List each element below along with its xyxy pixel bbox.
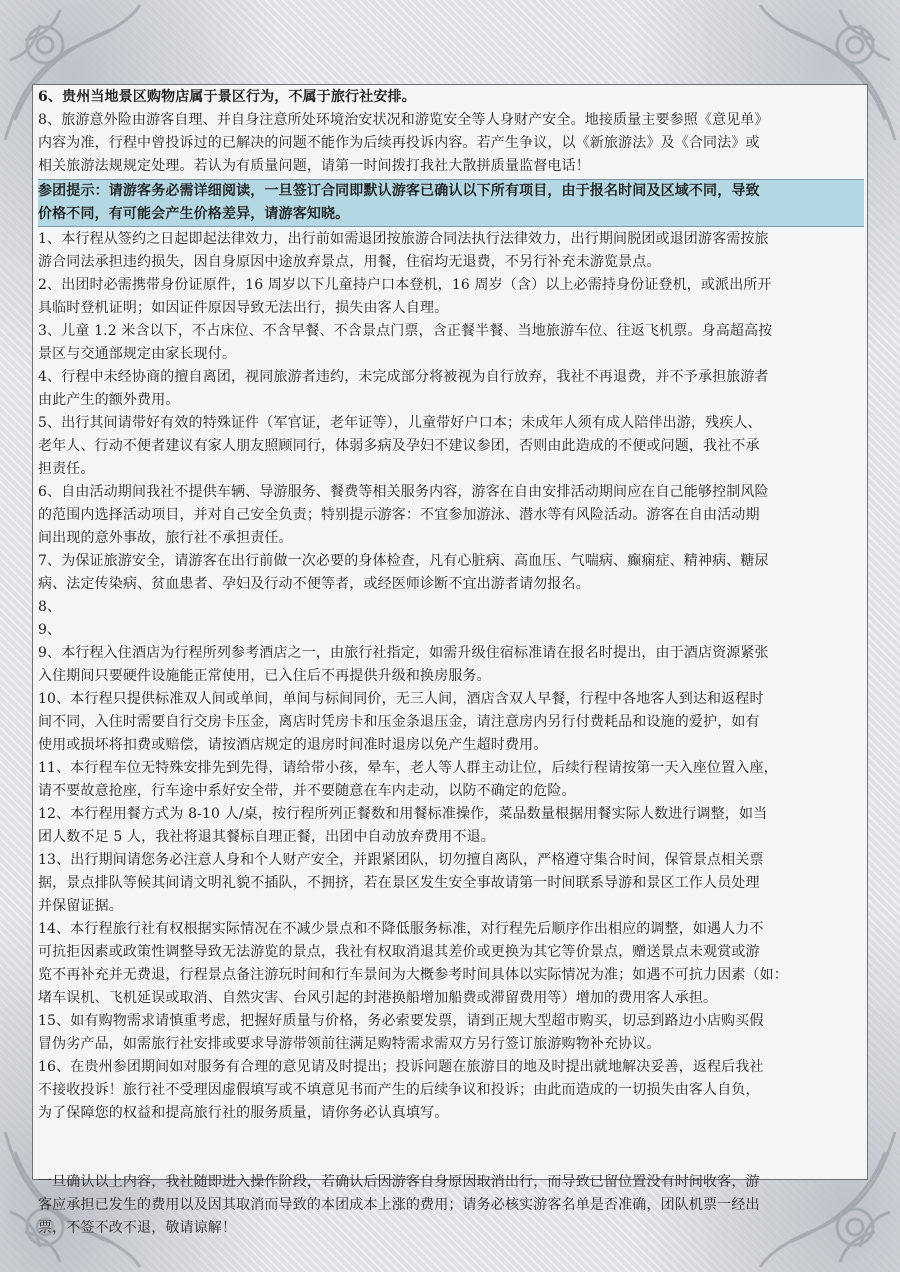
notice-banner (38, 179, 864, 227)
list-item (38, 320, 864, 366)
document-content (38, 86, 864, 1240)
text-line: 客应承担已发生的费用以及因其取消而导致的本团成本上涨的费用；请务必核实游客名单是否准确，团队机票一经出 (38, 1197, 760, 1213)
terms-list (38, 228, 864, 1125)
list-item (38, 688, 864, 757)
text-line: 冒伪劣产品，如需旅行社安排或要求导游带领前往满足购特需求需双方另行签订旅游购物补充协议。 (38, 1036, 661, 1052)
spacer (38, 1148, 864, 1171)
text-line: 请不要故意抢座，行车途中系好安全带，并不要随意在车内走动，以防不确定的危险。 (38, 783, 576, 799)
text-line: 内容为准，行程中曾投诉过的已解决的问题不能作为后续再投诉内容。若产生争议，以《新旅游法》及《合同法》或 (38, 135, 760, 151)
text-line: 12、本行程用餐方式为 8-10 人/桌，按行程所列正餐数和用餐标准操作，菜品数量根据用餐实际人数进行调整，如当 (38, 806, 768, 822)
text-line: 15、如有购物需求请慎重考虑，把握好质量与价格，务必索要发票，请到正规大型超市购买，切忌到路边小店购买假 (38, 1013, 764, 1029)
list-item (38, 228, 864, 274)
text-line: 3、儿童 1.2 米含以下，不占床位、不含早餐、不含景点门票，含正餐半餐、当地旅游车位、往返飞机票。身高超高按 (38, 323, 773, 339)
list-item (38, 412, 864, 481)
text-line: 使用或损坏将扣费或赔偿，请按酒店规定的退房时间准时退房以免产生超时费用。 (38, 737, 548, 753)
text-line: 16、在贵州参团期间如对服务有合理的意见请及时提出；投诉问题在旅游目的地及时提出就地解决妥善，返程后我社 (38, 1059, 764, 1075)
text-line: 10、本行程只提供标准双人间或单间，单间与标间同价，无三人间，酒店含双人早餐，行程中各地客人到达和返程时 (38, 691, 764, 707)
text-line: 由此产生的额外费用。 (38, 392, 180, 408)
list-item (38, 274, 864, 320)
text-line: 团人数不足 5 人，我社将退其餐标自理正餐，出团中自动放弃费用不退。 (38, 829, 495, 845)
list-item (38, 550, 864, 596)
text-line: 票，不签不改不退，敬请谅解！ (38, 1220, 237, 1236)
text-line: 6、贵州当地景区购物店属于景区行为，不属于旅行社安排。 (38, 89, 416, 105)
list-item (38, 481, 864, 550)
text-line: 可抗拒因素或政策性调整导致无法游览的景点，我社有权取消退其差价或更换为其它等价景点，赠送景点未观赏或游 (38, 944, 760, 960)
text-line: 7、为保证旅游安全，请游客在出行前做一次必要的身体检查，凡有心脏病、高血压、气喘病、癫痫症、精神病、糖尿 (38, 553, 769, 569)
text-line: 游合同法承担违约损失，因自身原因中途放弃景点，用餐，住宿均无退费，不另行补充未游览景点。 (38, 254, 661, 270)
text-line: 担责任。 (38, 461, 95, 477)
list-item (38, 1010, 864, 1056)
text-line: 览不再补充并无费退，行程景点备注游玩时间和行车景间为大概参考时间具体以实际情况为准；如遇不可抗力因素（如： (38, 967, 788, 983)
text-line: 6、自由活动期间我社不提供车辆、导游服务、餐费等相关服务内容，游客在自由安排活动期间应在自己能够控制风险 (38, 484, 769, 500)
list-item (38, 803, 864, 849)
text-line: 并保留证据。 (38, 898, 123, 914)
text-line: 4、行程中未经协商的擅自离团，视同旅游者违约，未完成部分将被视为自行放弃，我社不再退费，并不予承担旅游者 (38, 369, 769, 385)
text-line: 不接收投诉！旅行社不受理因虚假填写或不填意见书而产生的后续争议和投诉；由此而造成的一切损失由客人自负， (38, 1082, 760, 1098)
list-item (38, 849, 864, 918)
text-line: 价格不同，有可能会产生价格差异，请游客知晓。 (38, 206, 350, 222)
text-line: 病、法定传染病、贫血患者、孕妇及行动不便等者，或经医师诊断不宜出游者请勿报名。 (38, 576, 590, 592)
list-item (38, 918, 864, 1010)
text-line: 11、本行程车位无特殊安排先到先得，请给带小孩，晕车，老人等人群主动让位，后续行程请按第一天入座位置入座， (38, 760, 778, 776)
text-line: 景区与交通部规定由家长现付。 (38, 346, 237, 362)
text-line: 13、出行期间请您务必注意人身和个人财产安全，并跟紧团队，切勿擅自离队，严格遵守集合时间，保管景点相关票 (38, 852, 764, 868)
text-line: 间出现的意外事故，旅行社不承担责任。 (38, 530, 293, 546)
text-line: 9、 (38, 622, 62, 638)
list-item (38, 619, 864, 642)
text-line: 14、本行程旅行社有权根据实际情况在不减少景点和不降低服务标准，对行程先后顺序作出相应的调整，如遇人力不 (38, 921, 764, 937)
text-line: 相关旅游法规规定处理。若认为有质量问题，请第一时间拨打我社大散拼质量监督电话！ (38, 158, 590, 174)
closing-paragraph (38, 1171, 864, 1240)
list-item (38, 757, 864, 803)
list-item (38, 109, 864, 178)
text-line: 入住期间只要硬件设施能正常使用，已入住后不再提供升级和换房服务。 (38, 668, 491, 684)
text-line: 1、本行程从签约之日起即起法律效力，出行前如需退团按旅游合同法执行法律效力，出行期间脱团或退团游客需按旅 (38, 231, 769, 247)
text-line: 8、 (38, 599, 62, 615)
list-item (38, 366, 864, 412)
text-line: 5、出行其间请带好有效的特殊证件（军官证，老年证等），儿童带好户口本；未成年人须有成人陪伴出游，残疾人、 (38, 415, 762, 431)
text-line: 的范围内选择活动项目，并对自己安全负责；特别提示游客：不宜参加游泳、潜水等有风险活动。游客在自由活动期 (38, 507, 760, 523)
list-item (38, 86, 864, 109)
text-line: 9、本行程入住酒店为行程所列参考酒店之一，由旅行社指定，如需升级住宿标准请在报名时提出，由于酒店资源紧张 (38, 645, 769, 661)
top-items (38, 86, 864, 178)
text-line: 间不同，入住时需要自行交房卡压金，离店时凭房卡和压金条退压金，请注意房内另行付费耗品和设施的爱护，如有 (38, 714, 760, 730)
text-line: 具临时登机证明；如因证件原因导致无法出行，损失由客人自理。 (38, 300, 449, 316)
text-line: 据，景点排队等候其间请文明礼貌不插队，不拥挤，若在景区发生安全事故请第一时间联系导游和景区工作人员处理 (38, 875, 760, 891)
list-item (38, 1056, 864, 1125)
list-item (38, 642, 864, 688)
text-line: 为了保障您的权益和提高旅行社的服务质量，请你务必认真填写。 (38, 1105, 449, 1121)
text-line: 2、出团时必需携带身份证原件，16 周岁以下儿童持户口本登机，16 周岁（含）以上必需持身份证登机，或派出所开 (38, 277, 772, 293)
text-line: 老年人、行动不便者建议有家人朋友照顾同行，体弱多病及孕妇不建议参团，否则由此造成的不便或问题，我社不承 (38, 438, 760, 454)
list-item (38, 596, 864, 619)
text-line: 8、旅游意外险由游客自理、并自身注意所处环境治安状况和游览安全等人身财产安全。地接质量主要参照《意见单》 (38, 112, 769, 128)
text-line: 一旦确认以上内容，我社随即进入操作阶段，若确认后因游客自身原因取消出行，而导致已留位置没有时间收客，游 (38, 1174, 760, 1190)
text-line: 堵车误机、飞机延误或取消、自然灾害、台风引起的封港换船增加船费或滞留费用等）增加的费用客人承担。 (38, 990, 718, 1006)
text-line: 参团提示：请游客务必需详细阅读，一旦签订合同即默认游客已确认以下所有项目，由于报名时间及区域不同，导致 (38, 183, 760, 199)
spacer (38, 1125, 864, 1148)
